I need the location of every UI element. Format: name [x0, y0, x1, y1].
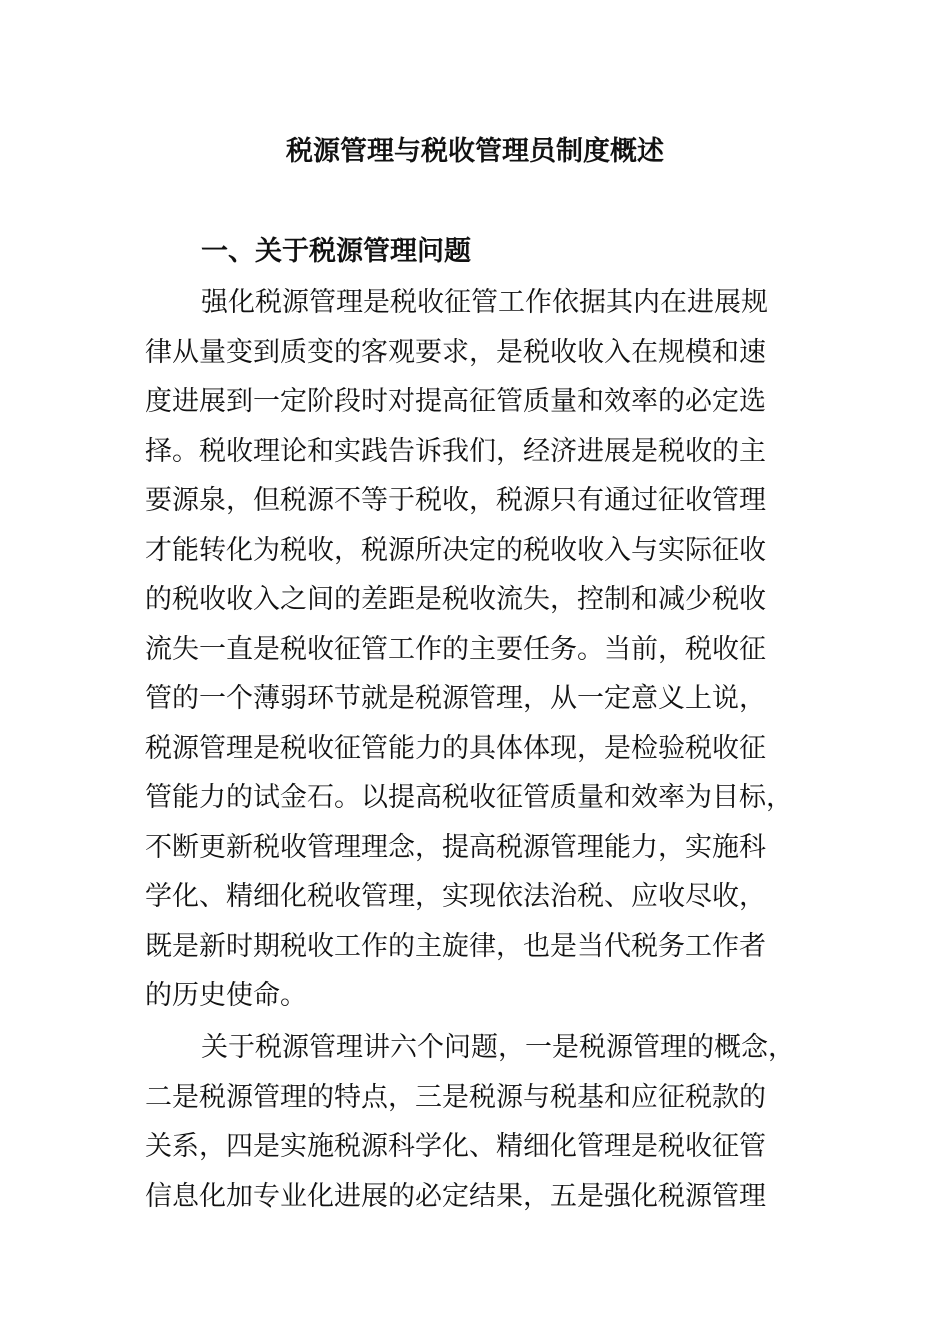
section-heading: 一、关于税源管理问题: [201, 236, 471, 267]
paragraph-line: 学化、精细化税收管理，实现依法治税、应收尽收，: [145, 881, 766, 912]
paragraph-line: 不断更新税收管理理念，提高税源管理能力，实施科: [145, 831, 766, 863]
paragraph-line: 管能力的试金石。以提高税收征管质量和效率为目标，: [145, 782, 793, 813]
paragraph-line: 要源泉，但税源不等于税收，税源只有通过征收管理: [145, 485, 766, 516]
paragraph-line: 既是新时期税收工作的主旋律，也是当代税务工作者: [145, 930, 766, 962]
paragraph-2: [145, 1023, 835, 1221]
paragraph-line: 度进展到一定阶段时对提高征管质量和效率的必定选: [145, 386, 766, 417]
paragraph-line: 流失一直是税收征管工作的主要任务。当前，税收征: [145, 633, 766, 665]
paragraph-line: 信息化加专业化进展的必定结果，五是强化税源管理: [145, 1180, 766, 1212]
paragraph-line: 管的一个薄弱环节就是税源管理，从一定意义上说，: [145, 683, 766, 714]
paragraph-line: 强化税源管理是税收征管工作依据其内在进展规: [201, 287, 768, 318]
paragraph-line: 律从量变到质变的客观要求，是税收收入在规模和速: [145, 336, 766, 368]
paragraph-1: [145, 278, 835, 1021]
paragraph-line: 关系，四是实施税源科学化、精细化管理是税收征管: [145, 1131, 766, 1162]
paragraph-line: 才能转化为税收，税源所决定的税收收入与实际征收: [145, 534, 766, 566]
document-title: 税源管理与税收管理员制度概述: [286, 136, 664, 167]
paragraph-line: 的历史使命。: [145, 980, 307, 1011]
paragraph-line: 关于税源管理讲六个问题，一是税源管理的概念，: [201, 1032, 795, 1063]
paragraph-line: 税源管理是税收征管能力的具体体现，是检验税收征: [145, 732, 766, 764]
paragraph-line: 二是税源管理的特点，三是税源与税基和应征税款的: [145, 1081, 766, 1113]
paragraph-line: 择。税收理论和实践告诉我们，经济进展是税收的主: [145, 435, 766, 467]
paragraph-line: 的税收收入之间的差距是税收流失，控制和减少税收: [145, 584, 766, 615]
